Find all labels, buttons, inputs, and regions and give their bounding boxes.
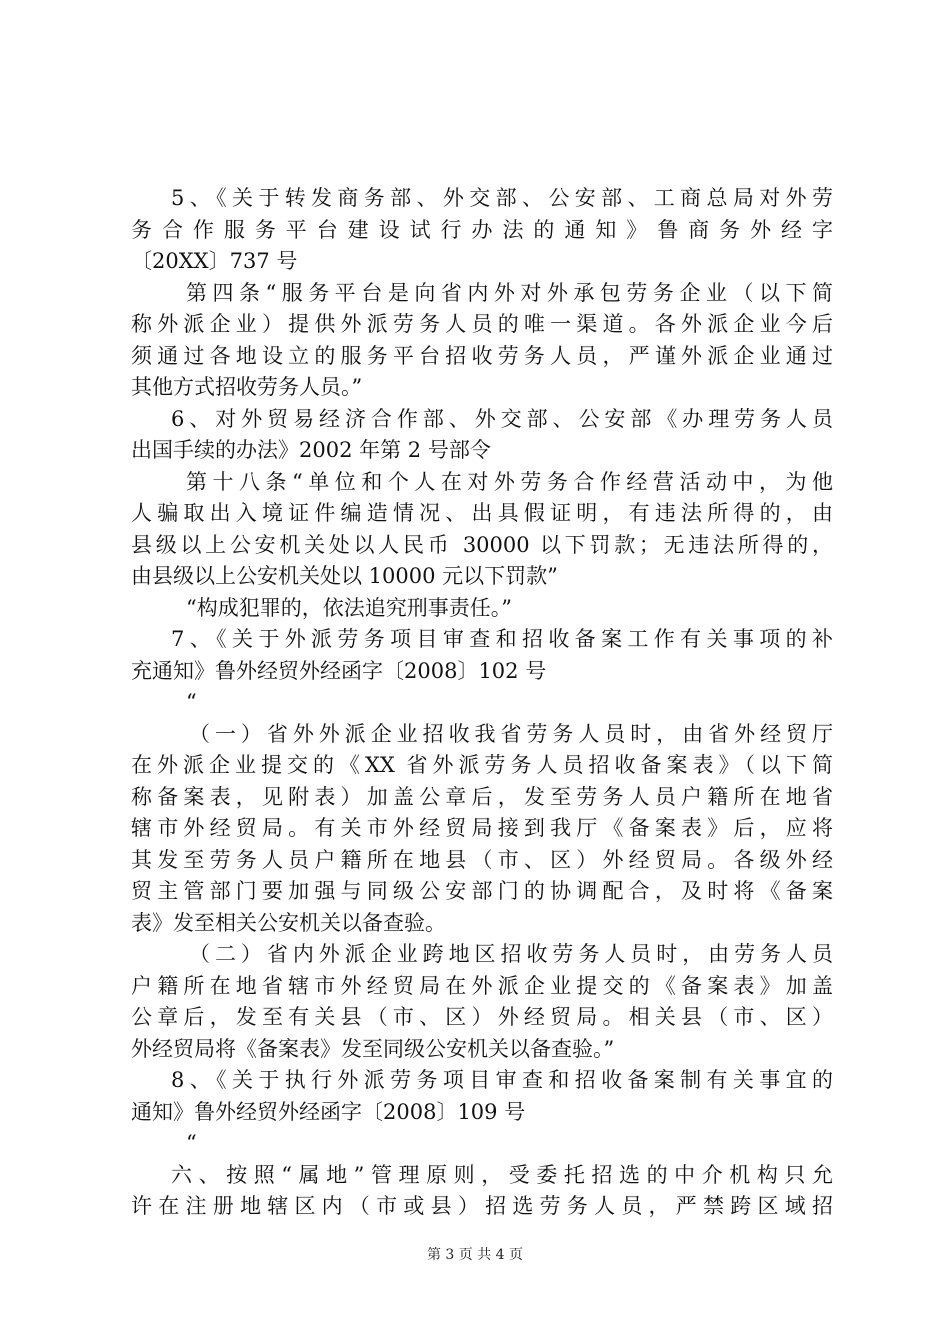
text-line: 其他方式招收劳务人员。” (131, 375, 363, 399)
text-line: 第四条“服务平台是向省内外对外承包劳务企业（以下简 (186, 280, 833, 305)
text-line: 6、对外贸易经济合作部、外交部、公安部《办理劳务人员 (171, 406, 833, 431)
text-line: 8、《关于执行外派劳务项目审查和招收备案制有关事宜的 (171, 1068, 833, 1092)
body-text (131, 183, 833, 1223)
text-line: 充通知》鲁外经贸外经函字〔2008〕102 号 (131, 658, 547, 683)
text-line: 人骗取出入境证件编造情况、出具假证明，有违法所得的，由 (131, 501, 833, 525)
text-line: 县级以上公安机关处以人民币 30000 以下罚款；无违法所得的， (131, 532, 833, 557)
text-line: “ (186, 690, 197, 714)
text-line: 外经贸局将《备案表》发至同级公安机关以备查验。” (131, 1036, 615, 1061)
text-line: 辖市外经贸局。有关市外经贸局接到我厅《备案表》后，应将 (131, 816, 833, 840)
text-line: 公章后，发至有关县（市、区）外经贸局。相关县（市、区） (131, 1005, 833, 1029)
text-line: 六、按照“属地”管理原则，受委托招选的中介机构只允 (171, 1162, 833, 1187)
text-line: “ (186, 1131, 197, 1155)
text-line: （一）省外外派企业招收我省劳务人员时，由省外经贸厅 (189, 721, 833, 746)
text-line: 务合作服务平台建设试行办法的通知》鲁商务外经字 (131, 217, 833, 242)
text-line: （二）省内外派企业跨地区招收劳务人员时，由劳务人员 (189, 942, 833, 966)
text-line: 须通过各地设立的服务平台招收劳务人员，严谨外派企业通过 (131, 343, 833, 368)
text-line: 第十八条“单位和个人在对外劳务合作经营活动中，为他 (186, 469, 833, 494)
text-line: 出国手续的办法》2002 年第 2 号部令 (131, 438, 491, 462)
text-line: “构成犯罪的，依法追究刑事责任。” (186, 595, 512, 620)
text-line: 在外派企业提交的《XX 省外派劳务人员招收备案表》（以下简 (131, 753, 833, 777)
text-line: 5、《关于转发商务部、外交部、公安部、工商总局对外劳 (171, 186, 833, 210)
text-line: 贸主管部门要加强与同级公安部门的协调配合，及时将《备案 (131, 879, 833, 903)
text-line: 由县级以上公安机关处以 10000 元以下罚款” (131, 564, 558, 588)
text-line: 许在注册地辖区内（市或县）招选劳务人员，严禁跨区域招 (131, 1194, 833, 1218)
text-line: 户籍所在地省辖市外经贸局在外派企业提交的《备案表》加盖 (131, 973, 833, 998)
text-line: 称备案表，见附表）加盖公章后，发至劳务人员户籍所在地省 (131, 784, 833, 809)
text-line: 称外派企业）提供外派劳务人员的唯一渠道。各外派企业今后 (131, 312, 833, 336)
text-line: 通知》鲁外经贸外经函字〔2008〕109 号 (131, 1099, 526, 1124)
page-footer: 第 3 页 共 4 页 (426, 1247, 524, 1263)
text-line: 表》发至相关公安机关以备查验。 (131, 910, 446, 935)
text-line: 其发至劳务人员户籍所在地县（市、区）外经贸局。各级外经 (131, 847, 833, 872)
text-line: 7、《关于外派劳务项目审查和招收备案工作有关事项的补 (171, 627, 833, 651)
text-line: 〔20XX〕737 号 (131, 249, 298, 273)
